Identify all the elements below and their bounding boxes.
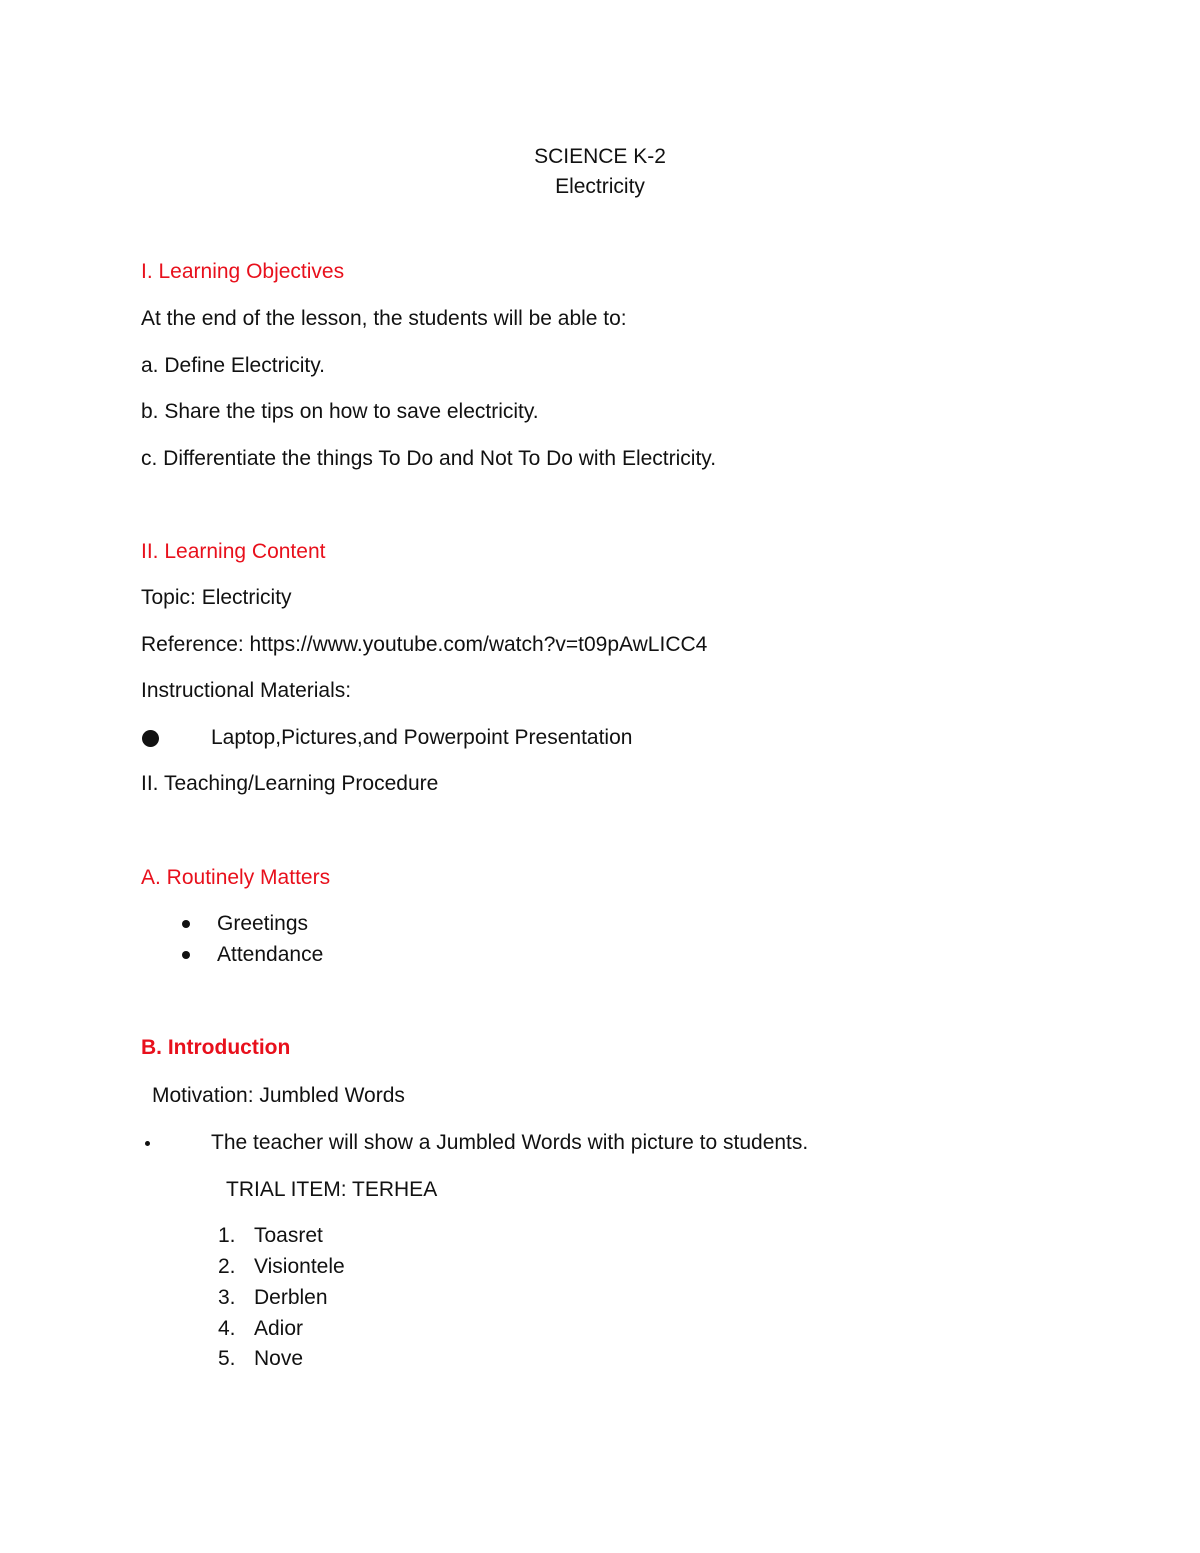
jumbled-word: Visiontele: [254, 1255, 345, 1278]
routine-heading: A. Routinely Matters: [141, 866, 331, 889]
content-heading: II. Learning Content: [141, 540, 326, 563]
objectives-intro: At the end of the lesson, the students will be able to:: [141, 307, 627, 330]
jumbled-word: Derblen: [254, 1286, 328, 1309]
routine-item-attendance: Attendance: [217, 943, 324, 966]
objective-item-a: a. Define Electricity.: [141, 354, 326, 377]
bullet-dot-icon: [182, 920, 190, 928]
jumbled-word: Toasret: [254, 1224, 323, 1247]
introduction-bullet-text: The teacher will show a Jumbled Words with picture to students.: [211, 1131, 809, 1154]
content-reference: Reference: https://www.youtube.com/watch?v=t09pAwLICC4: [141, 633, 708, 656]
materials-item: Laptop,Pictures,and Powerpoint Presentation: [211, 726, 633, 749]
content-topic: Topic: Electricity: [141, 586, 292, 609]
list-number: 4.: [218, 1317, 236, 1340]
materials-label: Instructional Materials:: [141, 679, 352, 702]
introduction-heading: B. Introduction: [141, 1036, 291, 1059]
bullet-dot-icon: [182, 951, 190, 959]
bullet-dot-icon: [145, 1141, 150, 1146]
procedure-heading: II. Teaching/Learning Procedure: [141, 772, 439, 795]
list-number: 3.: [218, 1286, 236, 1309]
bullet-dot-icon: [142, 730, 159, 747]
trial-item: TRIAL ITEM: TERHEA: [226, 1178, 438, 1201]
jumbled-word: Nove: [254, 1347, 304, 1370]
motivation-text: Motivation: Jumbled Words: [152, 1084, 405, 1107]
objective-item-b: b. Share the tips on how to save electricity.: [141, 400, 539, 423]
routine-item-greetings: Greetings: [217, 912, 309, 935]
objective-item-c: c. Differentiate the things To Do and Not To Do with Electricity.: [141, 447, 717, 470]
list-number: 1.: [218, 1224, 236, 1247]
document-title: SCIENCE K-2: [534, 145, 666, 168]
list-number: 5.: [218, 1347, 236, 1370]
objectives-heading: I. Learning Objectives: [141, 260, 345, 283]
list-number: 2.: [218, 1255, 236, 1278]
document-subtitle: Electricity: [555, 175, 645, 198]
jumbled-word: Adior: [254, 1317, 304, 1340]
